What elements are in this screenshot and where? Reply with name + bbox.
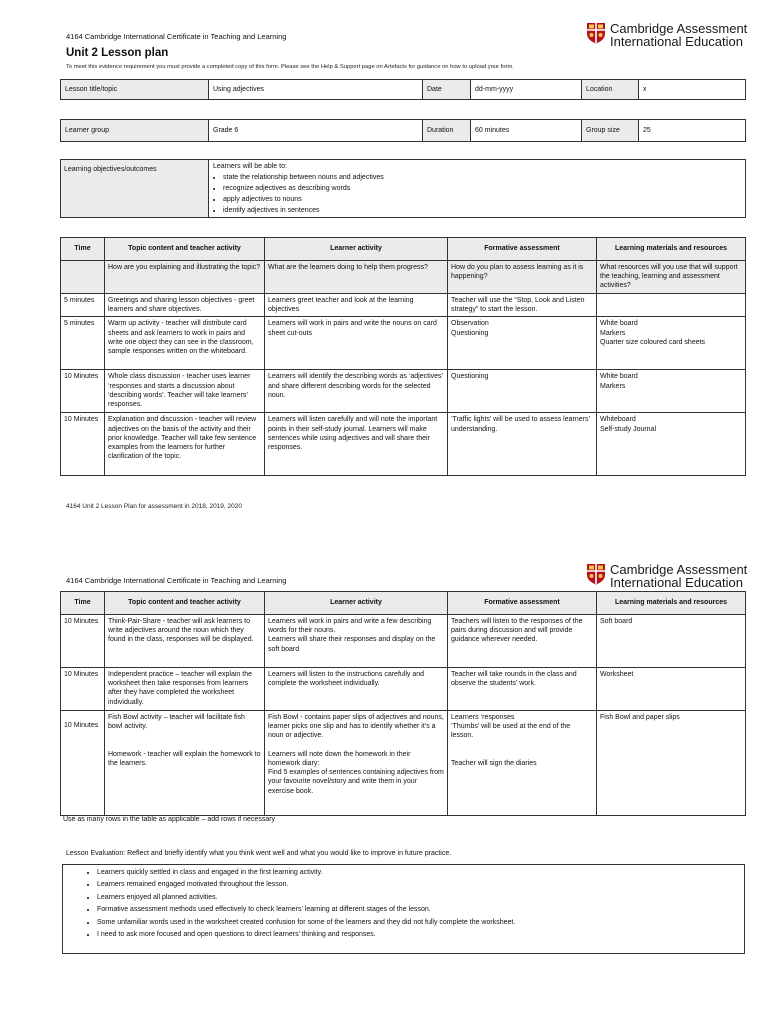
date-value: dd-mm-yyyy xyxy=(471,80,582,100)
row-time: 10 Minutes xyxy=(61,711,105,816)
row-topic: Independent practice – teacher will explain the worksheet then take responses from learners after they have completed the worksheet individually. xyxy=(105,668,265,711)
lesson-activities-table-page2 xyxy=(60,591,746,816)
page-footer: 4164 Unit 2 Lesson Plan for assessment in 2018, 2019, 2020 xyxy=(66,503,242,510)
header-learner-activity: Learner activity xyxy=(265,238,448,261)
table-row xyxy=(61,711,746,816)
header-time: Time xyxy=(61,592,105,615)
header-time: Time xyxy=(61,238,105,261)
row-materials: Fish Bowl and paper slips xyxy=(597,711,746,816)
duration-value: 60 minutes xyxy=(471,120,582,142)
learner-group-value: Grade 6 xyxy=(209,120,423,142)
row-assessment: Observation Questioning xyxy=(448,317,597,370)
evaluation-heading: Lesson Evaluation: Reflect and briefly identify what you think went well and what you would like to improve in future practice. xyxy=(66,850,452,857)
row-time: 5 minutes xyxy=(61,294,105,317)
logo-line-2: International Education xyxy=(610,575,743,590)
row-materials: Soft board xyxy=(597,615,746,668)
table-row xyxy=(61,317,746,370)
cambridge-shield-icon xyxy=(586,22,606,44)
row-assessment: ‘Traffic lights’ will be used to assess learners’ understanding. xyxy=(448,413,597,476)
row-materials: Worksheet xyxy=(597,668,746,711)
lesson-title-label: Lesson title/topic xyxy=(61,80,209,100)
lesson-title-value: Using adjectives xyxy=(209,80,423,100)
objective-item: • recognize adjectives as describing words xyxy=(223,183,741,194)
row-topic: Think-Pair-Share - teacher will ask learners to write adjectives around the noun which they found in the class, responses will be displayed. xyxy=(105,615,265,668)
row-topic: Greetings and sharing lesson objectives - greet learners and share objectives. xyxy=(105,294,265,317)
row-assessment: Questioning xyxy=(448,370,597,413)
lesson-info-table xyxy=(60,79,746,100)
header-topic: Topic content and teacher activity xyxy=(105,238,265,261)
row-learner: Learners will listen carefully and will note the important points in their self-study journal. Learners will make sentences while using adjectives and will share their responses. xyxy=(265,413,448,476)
row-time: 5 minutes xyxy=(61,317,105,370)
objective-item: • identify adjectives in sentences xyxy=(223,205,741,216)
objective-item: • apply adjectives to nouns xyxy=(223,194,741,205)
duration-label: Duration xyxy=(423,120,471,142)
header-learner-activity: Learner activity xyxy=(265,592,448,615)
row-time: 10 Minutes xyxy=(61,668,105,711)
row-assessment: Teacher will take rounds in the class and observe the students’ work. xyxy=(448,668,597,711)
evaluation-item: • Learners enjoyed all planned activities. xyxy=(97,892,744,904)
header-materials: Learning materials and resources xyxy=(597,592,746,615)
row-learner: Fish Bowl - contains paper slips of adjectives and nouns, learner picks one slip and has to identify whether it’s a noun or adjective. Learners will note down the homework in their homework diary: Find 5 examples of sentences containing adjectives from your favourite novel/story and write them in your exercise book. xyxy=(265,711,448,816)
table-row xyxy=(61,668,746,711)
row-learner: Learners greet teacher and look at the learning objectives xyxy=(265,294,448,317)
evaluation-box xyxy=(62,864,745,954)
row-topic: How are you explaining and illustrating the topic? xyxy=(105,261,265,294)
location-label: Location xyxy=(582,80,639,100)
row-materials xyxy=(597,294,746,317)
evaluation-item: • Learners remained engaged motivated throughout the lesson. xyxy=(97,879,744,891)
row-topic: Warm up activity - teacher will distribute card sheets and ask learners to work in pairs and write one object they can see in the classroom, sample responses written on the whiteboard. xyxy=(105,317,265,370)
table-row xyxy=(61,294,746,317)
evaluation-list xyxy=(63,867,744,941)
cambridge-shield-icon xyxy=(586,563,606,585)
objectives-list xyxy=(213,172,741,216)
row-time: 10 Minutes xyxy=(61,370,105,413)
cambridge-logo xyxy=(586,22,747,48)
learner-group-label: Learner group xyxy=(61,120,209,142)
group-size-value: 25 xyxy=(639,120,746,142)
row-topic: Explanation and discussion - teacher will review adjectives on the basis of the activity and their prior knowledge. Teacher will take few sentence examples from the learners for further clarification of the topic. xyxy=(105,413,265,476)
location-value: x xyxy=(639,80,746,100)
row-materials: Whiteboard Self-study Journal xyxy=(597,413,746,476)
date-label: Date xyxy=(423,80,471,100)
row-materials: White board Markers xyxy=(597,370,746,413)
logo-line-1: Cambridge Assessment xyxy=(610,21,748,36)
row-learner: Learners will work in pairs and write a few describing words for their nouns. Learners will share their responses and display on the soft board xyxy=(265,615,448,668)
learner-group-table xyxy=(60,119,746,142)
rows-note: Use as many rows in the table as applicable – add rows if necessary xyxy=(63,816,276,823)
header-topic: Topic content and teacher activity xyxy=(105,592,265,615)
evaluation-item: • Formative assessment methods used effectively to check learners’ learning at different stages of the lesson. xyxy=(97,904,744,916)
header-materials: Learning materials and resources xyxy=(597,238,746,261)
objectives-label: Learning objectives/outcomes xyxy=(61,160,209,218)
logo-line-2: International Education xyxy=(610,34,743,49)
logo-line-1: Cambridge Assessment xyxy=(610,563,748,577)
page-title: Unit 2 Lesson plan xyxy=(66,47,169,59)
row-assessment: Teacher will use the “Stop, Look and Listen strategy” to start the lesson. xyxy=(448,294,597,317)
course-line: 4164 Cambridge International Certificate in Teaching and Learning xyxy=(66,32,287,41)
table-row xyxy=(61,615,746,668)
instruction-text: To meet this evidence requirement you must provide a completed copy of this form. Please see the Help & Support page on Artefacts for guidance on how to upload your form. xyxy=(66,64,514,70)
evaluation-item: • Learners quickly settled in class and engaged in the first learning activity. xyxy=(97,867,744,879)
objectives-intro: Learners will be able to: xyxy=(213,163,287,170)
table-row xyxy=(61,370,746,413)
row-time: 10 Minutes xyxy=(61,615,105,668)
table-header-row xyxy=(61,592,746,615)
lesson-activities-table xyxy=(60,237,746,476)
row-learner: Learners will work in pairs and write the nouns on card sheet cut-outs xyxy=(265,317,448,370)
course-line-page2: 4164 Cambridge International Certificate in Teaching and Learning xyxy=(66,576,287,585)
row-assessment: How do you plan to assess learning as it is happening? xyxy=(448,261,597,294)
header-formative-assessment: Formative assessment xyxy=(448,238,597,261)
objectives-table xyxy=(60,159,746,218)
row-topic: Whole class discussion - teacher uses learner ‘responses and starts a discussion about ‘describing words’. Teacher will take learners’ responses. xyxy=(105,370,265,413)
evaluation-item: • Some unfamiliar words used in the worksheet created confusion for some of the learners and they did not fully complete the worksheet. xyxy=(97,917,744,929)
row-learner: Learners will identify the describing words as ‘adjectives’ and share different describing words for the selected noun. xyxy=(265,370,448,413)
row-materials: White board Markers Quarter size coloured card sheets xyxy=(597,317,746,370)
row-assessment: Teachers will listen to the responses of the pairs during discussion and will provide guidance wherever needed. xyxy=(448,615,597,668)
group-size-label: Group size xyxy=(582,120,639,142)
header-formative-assessment: Formative assessment xyxy=(448,592,597,615)
row-time xyxy=(61,261,105,294)
row-learner: Learners will listen to the instructions carefully and complete the worksheet individually. xyxy=(265,668,448,711)
cambridge-logo-page2 xyxy=(586,563,747,591)
row-materials: What resources will you use that will support the teaching, learning and assessment activities? xyxy=(597,261,746,294)
evaluation-item: • I need to ask more focused and open questions to direct learners’ thinking and responses. xyxy=(97,929,744,941)
objective-item: • state the relationship between nouns and adjectives xyxy=(223,172,741,183)
table-row xyxy=(61,413,746,476)
row-topic: Fish Bowl activity – teacher will facilitate fish bowl activity. Homework - teacher will explain the homework to the learners. xyxy=(105,711,265,816)
table-header-row xyxy=(61,238,746,261)
row-time: 10 Minutes xyxy=(61,413,105,476)
row-assessment: Learners ‘responses ‘Thumbs’ will be used at the end of the lesson. Teacher will sign the diaries xyxy=(448,711,597,816)
row-learner: What are the learners doing to help them progress? xyxy=(265,261,448,294)
table-row xyxy=(61,261,746,294)
